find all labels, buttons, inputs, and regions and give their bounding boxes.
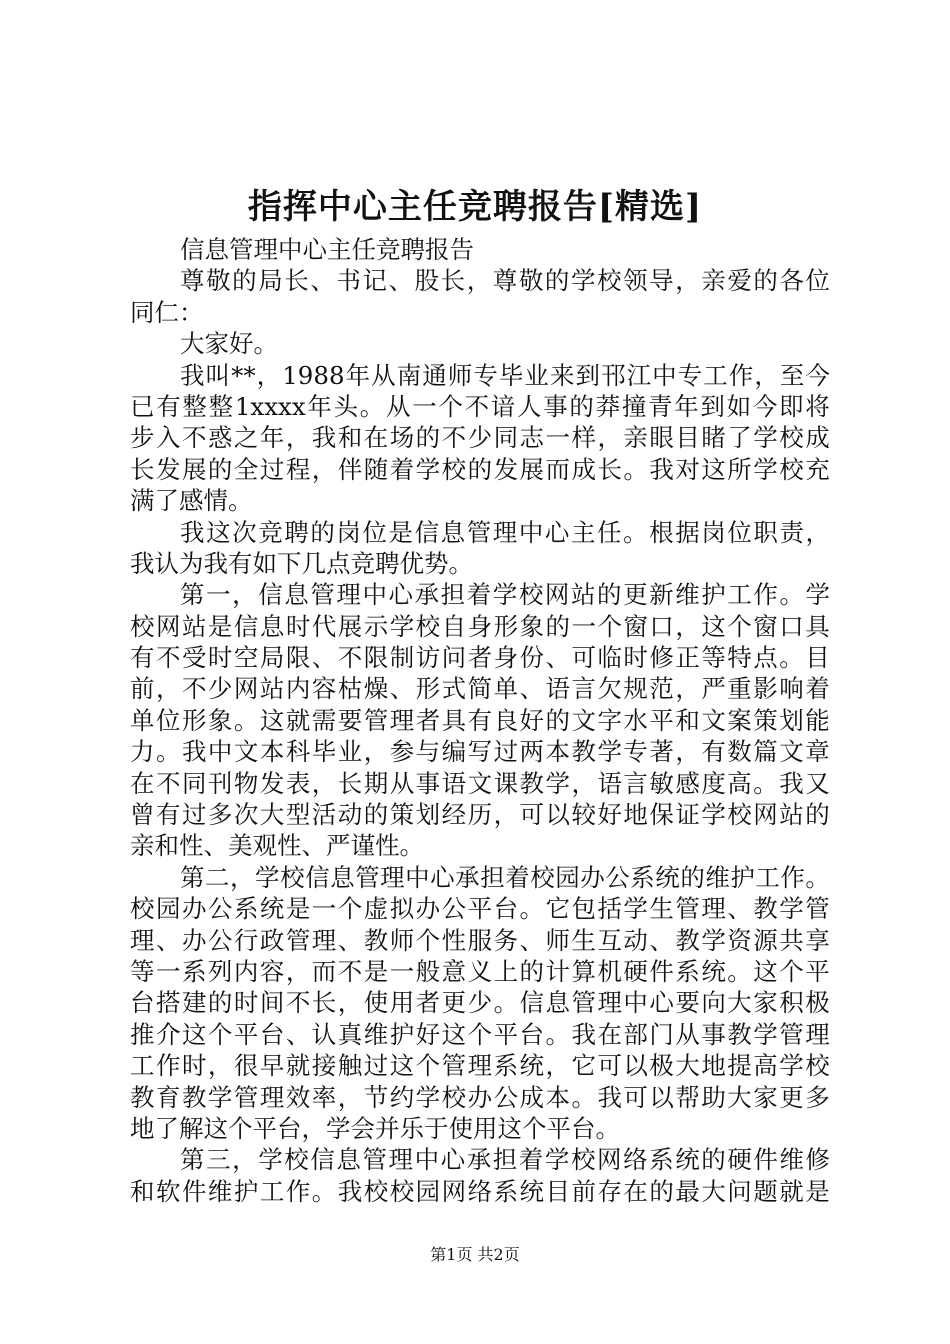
text-line: 尊 敬 的 局 长 、 书 记 、 股 长 ， 尊 敬 的 学 校 领 导 ， 亲 爱 的 各 位 xyxy=(180,266,830,296)
text-line: 有 不 受 时 空 局 限 、 不 限 制 访 问 者 身 份 、 可 临 时 修 正 等 特 点 。 目 xyxy=(130,643,830,673)
text-line: 推 介 这 个 平 台 、 认 真 维 护 好 这 个 平 台 。 我 在 部 门 从 事 教 学 管 理 xyxy=(130,1019,830,1049)
text-line: 长 发 展 的 全 过 程 ， 伴 随 着 学 校 的 发 展 而 成 长 。 我 对 这 所 学 校 充 xyxy=(130,454,830,484)
text-line: 我认为我有如下几点竞聘优势。 xyxy=(130,548,473,578)
text-line: 校 网 站 是 信 息 时 代 展 示 学 校 自 身 形 象 的 一 个 窗 口 ， 这 个 窗 口 具 xyxy=(130,611,830,641)
text-line: 单 位 形 象 。 这 就 需 要 管 理 者 具 有 良 好 的 文 字 水 平 和 文 案 策 划 能 xyxy=(130,705,830,735)
text-line: 我 叫 ** ， 1988 年 从 南 通 师 专 毕 业 来 到 邗 江 中 专 工 作 ， 至 今 xyxy=(180,360,830,390)
text-line: 信息管理中心主任竞聘报告 xyxy=(180,235,474,264)
text-line: 第 一 ， 信 息 管 理 中 心 承 担 着 学 校 网 站 的 更 新 维 护 工 作 。 学 xyxy=(180,580,830,610)
text-line: 力 。 我 中 文 本 科 毕 业 ， 参 与 编 写 过 两 本 教 学 专 著 ， 有 数 篇 文 章 xyxy=(130,737,830,767)
text-line: 和 软 件 维 护 工 作 。 我 校 校 园 网 络 系 统 目 前 存 在 的 最 大 问 题 就 是 xyxy=(130,1176,830,1206)
text-line: 第 二 ， 学 校 信 息 管 理 中 心 承 担 着 校 园 办 公 系 统 的 维 护 工 作 。 xyxy=(180,862,830,892)
text-line: 同仁： xyxy=(130,297,204,327)
text-line: 台 搭 建 的 时 间 不 长 ， 使 用 者 更 少 。 信 息 管 理 中 心 要 向 大 家 积 极 xyxy=(130,988,830,1018)
text-line: 已 有 整 整 1xxxx 年 头 。 从 一 个 不 谙 人 事 的 莽 撞 青 年 到 如 今 即 将 xyxy=(130,391,830,421)
text-line: 理 、 办 公 行 政 管 理 、 教 师 个 性 服 务 、 师 生 互 动 、 教 学 资 源 共 享 xyxy=(130,925,830,955)
text-line: 校 园 办 公 系 统 是 一 个 虚 拟 办 公 平 台 。 它 包 括 学 生 管 理 、 教 学 管 xyxy=(130,894,830,924)
text-line: 亲和性、美观性、严谨性。 xyxy=(130,831,424,861)
text-line: 前 ， 不 少 网 站 内 容 枯 燥 、 形 式 简 单 、 语 言 欠 规 范 ， 严 重 影 响 着 xyxy=(130,674,830,704)
text-line: 教 育 教 学 管 理 效 率 ， 节 约 学 校 办 公 成 本 。 我 可 以 帮 助 大 家 更 多 xyxy=(130,1082,830,1112)
text-line: 等 一 系 列 内 容 ， 而 不 是 一 般 意 义 上 的 计 算 机 硬 件 系 统 。 这 个 平 xyxy=(130,956,830,986)
text-line: 工 作 时 ， 很 早 就 接 触 过 这 个 管 理 系 统 ， 它 可 以 极 大 地 提 高 学 校 xyxy=(130,1051,830,1081)
document-body xyxy=(130,234,830,1207)
page-footer: 第1页 共2页 xyxy=(430,1245,520,1264)
text-line: 我 这 次 竞 聘 的 岗 位 是 信 息 管 理 中 心 主 任 。 根 据 岗 位 职 责 ， xyxy=(180,517,830,547)
text-line: 曾 有 过 多 次 大 型 活 动 的 策 划 经 历 ， 可 以 较 好 地 保 证 学 校 网 站 的 xyxy=(130,800,830,830)
text-line: 第 三 ， 学 校 信 息 管 理 中 心 承 担 着 学 校 网 络 系 统 的 硬 件 维 修 xyxy=(180,1145,830,1175)
document-title: 指挥中心主任竞聘报告[精选] xyxy=(247,187,703,227)
text-line: 满了感情。 xyxy=(130,486,253,516)
text-line: 在 不 同 刊 物 发 表 ， 长 期 从 事 语 文 课 教 学 ， 语 言 敏 感 度 高 。 我 又 xyxy=(130,768,830,798)
text-line: 地了解这个平台，学会并乐于使用这个平台。 xyxy=(130,1113,620,1143)
text-line: 步 入 不 惑 之 年 ， 我 和 在 场 的 不 少 同 志 一 样 ， 亲 眼 目 睹 了 学 校 成 xyxy=(130,423,830,453)
text-line: 大家好。 xyxy=(180,329,278,359)
